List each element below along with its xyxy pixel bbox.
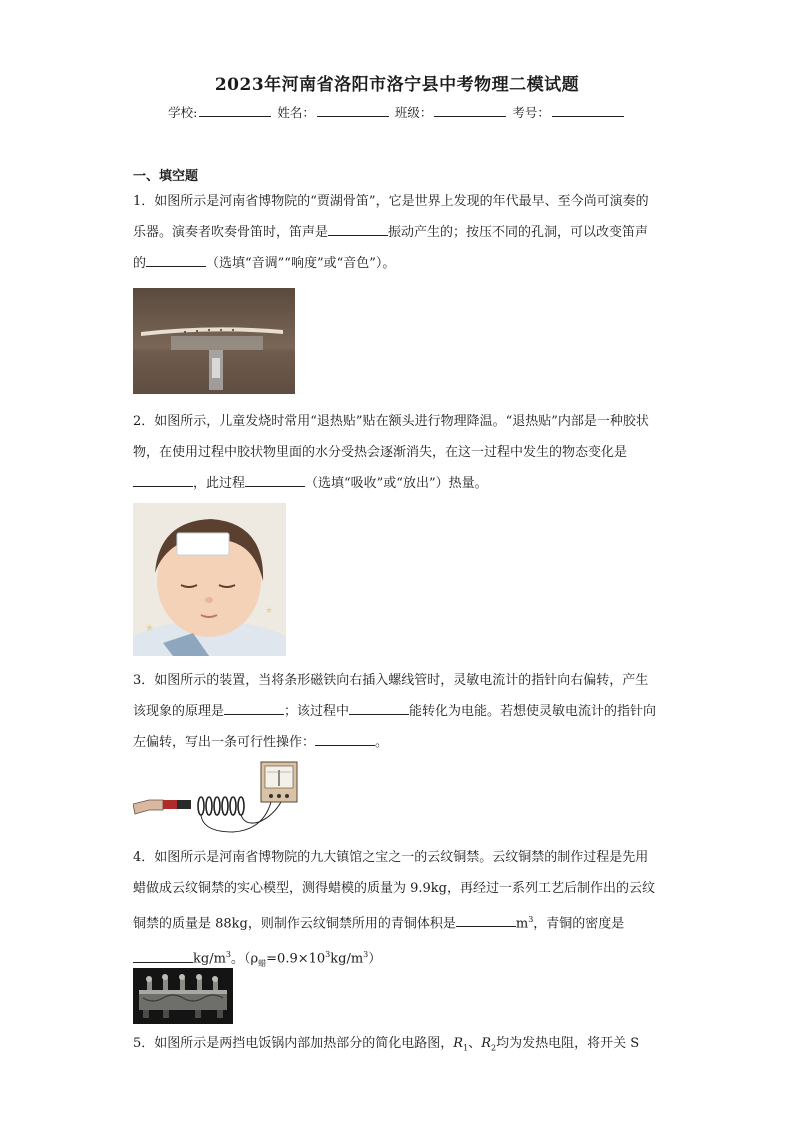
question-text: 3．如图所示的装置，当将条形磁铁向右插入螺线管时，灵敏电流计的指针向右偏转，产生该现象的原理是 xyxy=(133,673,649,719)
subscript: 1 xyxy=(463,1043,469,1053)
superscript: 3 xyxy=(528,915,534,924)
question-1 xyxy=(133,186,661,279)
formula-text: 。（ρ xyxy=(231,951,259,967)
subscript: 2 xyxy=(490,1043,497,1053)
id-blank[interactable] xyxy=(552,104,624,117)
question-text: 、 xyxy=(468,1036,482,1051)
student-info-line xyxy=(0,103,794,121)
question-4 xyxy=(133,842,661,979)
question-text: 4．如图所示是河南省博物院的九大镇馆之宝之一的云纹铜禁。云纹铜禁的制作过程是先用蜡做成云纹铜禁的实心模型，测得蜡模的质量为 9.9kg，再经过一系列工艺后制作出的云纹铜禁的质量是 88kg，则制作云纹铜禁所用的青铜体积是 xyxy=(133,850,656,932)
answer-blank[interactable] xyxy=(245,472,305,487)
question-text: （选填“吸收”或“放出”）热量。 xyxy=(305,476,488,491)
superscript: 3 xyxy=(225,950,231,960)
question-text: ，此过程 xyxy=(193,476,246,491)
exam-title: 2023年河南省洛阳市洛宁县中考物理二模试题 xyxy=(214,75,580,95)
superscript: 3 xyxy=(325,950,331,960)
question-5 xyxy=(133,1028,661,1064)
svg-text:★: ★ xyxy=(265,606,274,616)
class-label: 班级： xyxy=(394,105,433,120)
question-text: ） xyxy=(368,951,382,967)
bronze-altar-photo xyxy=(133,968,233,1024)
answer-blank[interactable] xyxy=(146,252,206,267)
answer-blank[interactable] xyxy=(315,731,375,746)
name-blank[interactable] xyxy=(317,104,389,117)
answer-blank[interactable] xyxy=(224,700,284,715)
superscript: 3 xyxy=(363,950,369,960)
question-text: 1．如图所示是河南省博物院的“贾湖骨笛”，它是世界上发现的年代最早、至今尚可演奏的乐器。演奏者吹奏骨笛时，笛声是 xyxy=(133,194,649,240)
answer-blank[interactable] xyxy=(133,948,193,963)
question-3 xyxy=(133,665,661,758)
child-fever-patch-photo xyxy=(133,503,286,656)
answer-blank[interactable] xyxy=(349,700,409,715)
answer-blank[interactable] xyxy=(456,912,516,927)
answer-blank[interactable] xyxy=(133,472,193,487)
id-label: 考号： xyxy=(512,105,550,120)
school-blank[interactable] xyxy=(199,104,271,117)
question-text: 振动产生的；按压不同的孔洞，可以改变笛声的 xyxy=(133,225,649,271)
question-text: （选填“音调”“响度”或“音色”）。 xyxy=(206,256,396,271)
question-text: ，青铜的密度是 xyxy=(533,916,625,932)
section-title: 一、填空题 xyxy=(133,169,199,184)
question-text: 5．如图所示是两挡电饭锅内部加热部分的简化电路图， xyxy=(133,1036,454,1051)
resistor-symbol: R xyxy=(481,1036,491,1051)
question-2 xyxy=(133,406,661,499)
formula-text: =0.9×10 xyxy=(266,951,326,967)
svg-text:★: ★ xyxy=(145,623,154,634)
question-text: 均为发热电阻，将开关 S xyxy=(496,1036,640,1051)
unit-text: m xyxy=(515,916,529,932)
subscript: 蜡 xyxy=(258,959,267,969)
question-text: ；该过程中 xyxy=(284,704,350,719)
school-label: 学校: xyxy=(168,105,198,120)
question-text: 能转化为电能。若想使灵敏电流计的指针向左偏转，写出一条可行性操作： xyxy=(133,704,657,750)
name-label: 姓名： xyxy=(277,105,315,120)
class-blank[interactable] xyxy=(434,104,506,117)
answer-blank[interactable] xyxy=(328,221,388,236)
resistor-symbol: R xyxy=(453,1036,464,1051)
question-text: 2．如图所示，儿童发烧时常用“退热贴”贴在额头进行物理降温。“退热贴”内部是一种胶状物，在使用过程中胶状物里面的水分受热会逐渐消失，在这一过程中发生的物态变化是 xyxy=(133,414,649,460)
bone-flute-photo xyxy=(133,288,295,394)
unit-text: kg/m xyxy=(193,951,226,967)
induction-apparatus-diagram xyxy=(133,760,303,836)
question-text: 。 xyxy=(375,735,389,750)
unit-text: kg/m xyxy=(330,951,364,967)
